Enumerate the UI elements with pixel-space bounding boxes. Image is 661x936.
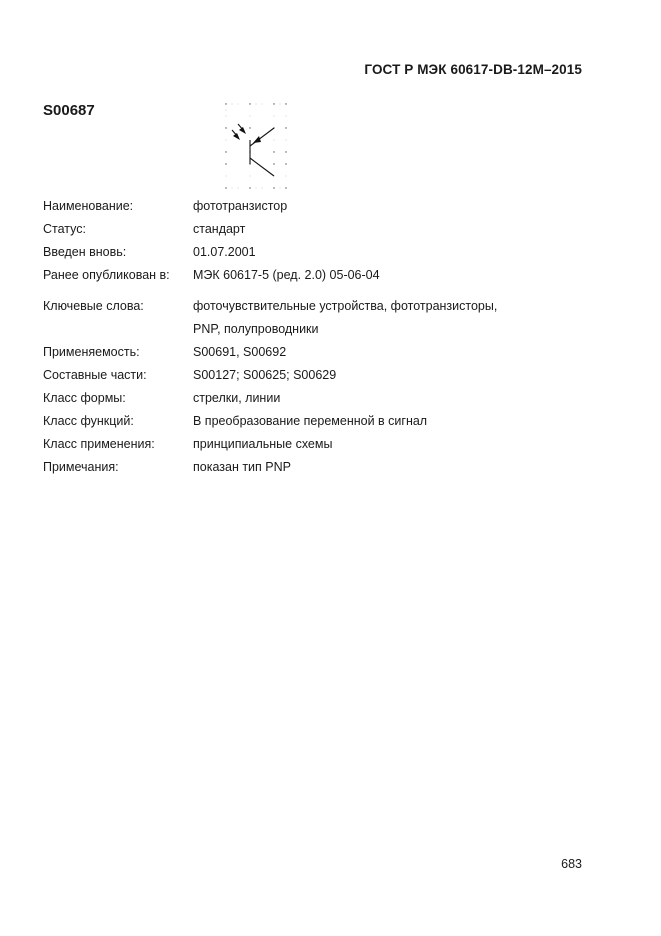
property-value: стрелки, линии: [193, 391, 281, 405]
page-number: 683: [561, 857, 582, 871]
property-label: Составные части:: [43, 368, 147, 382]
property-label: Введен вновь:: [43, 245, 127, 259]
property-row-notes: [43, 456, 563, 479]
standard-header: ГОСТ Р МЭК 60617-DB-12М–2015: [364, 62, 582, 77]
property-label: Ранее опубликован в:: [43, 268, 170, 282]
grid-dots: [225, 103, 286, 188]
property-row-application-class: [43, 433, 563, 456]
property-label: Ключевые слова:: [43, 299, 144, 313]
property-value: S00691, S00692: [193, 345, 287, 359]
property-label: Примечания:: [43, 460, 119, 474]
properties-table: [43, 195, 563, 479]
property-label: Класс функций:: [43, 414, 134, 428]
property-label: Наименование:: [43, 199, 134, 213]
property-label: Применяемость:: [43, 345, 140, 359]
property-value: показан тип PNP: [193, 460, 291, 474]
transistor-lines: [232, 124, 274, 176]
property-row-applicability: [43, 341, 563, 364]
property-row-name: [43, 195, 563, 218]
grid-minor-dots: [226, 104, 287, 189]
property-row-status: [43, 218, 563, 241]
property-value: фоточувствительные устройства, фототранзисторы, PNP, полупроводники: [193, 299, 498, 336]
property-label: Класс формы:: [43, 391, 126, 405]
phototransistor-icon: [222, 100, 290, 192]
phototransistor-symbol-figure: [222, 100, 290, 192]
property-value: фототранзистор: [193, 199, 288, 213]
property-row-form-class: [43, 387, 563, 410]
property-row-previously-published: [43, 264, 563, 287]
property-row-function-class: [43, 410, 563, 433]
symbol-code: S00687: [43, 102, 95, 119]
property-value: МЭК 60617-5 (ред. 2.0) 05-06-04: [193, 268, 380, 282]
property-row-introduced: [43, 241, 563, 264]
property-value: В преобразование переменной в сигнал: [193, 414, 428, 428]
property-value: принципиальные схемы: [193, 437, 333, 451]
property-row-components: [43, 364, 563, 387]
property-row-keywords: [43, 295, 563, 341]
property-value: S00127; S00625; S00629: [193, 368, 337, 382]
property-value: 01.07.2001: [193, 245, 256, 259]
arrowheads: [233, 127, 261, 143]
property-label: Статус:: [43, 222, 86, 236]
property-label: Класс применения:: [43, 437, 155, 451]
property-value: стандарт: [193, 222, 246, 236]
